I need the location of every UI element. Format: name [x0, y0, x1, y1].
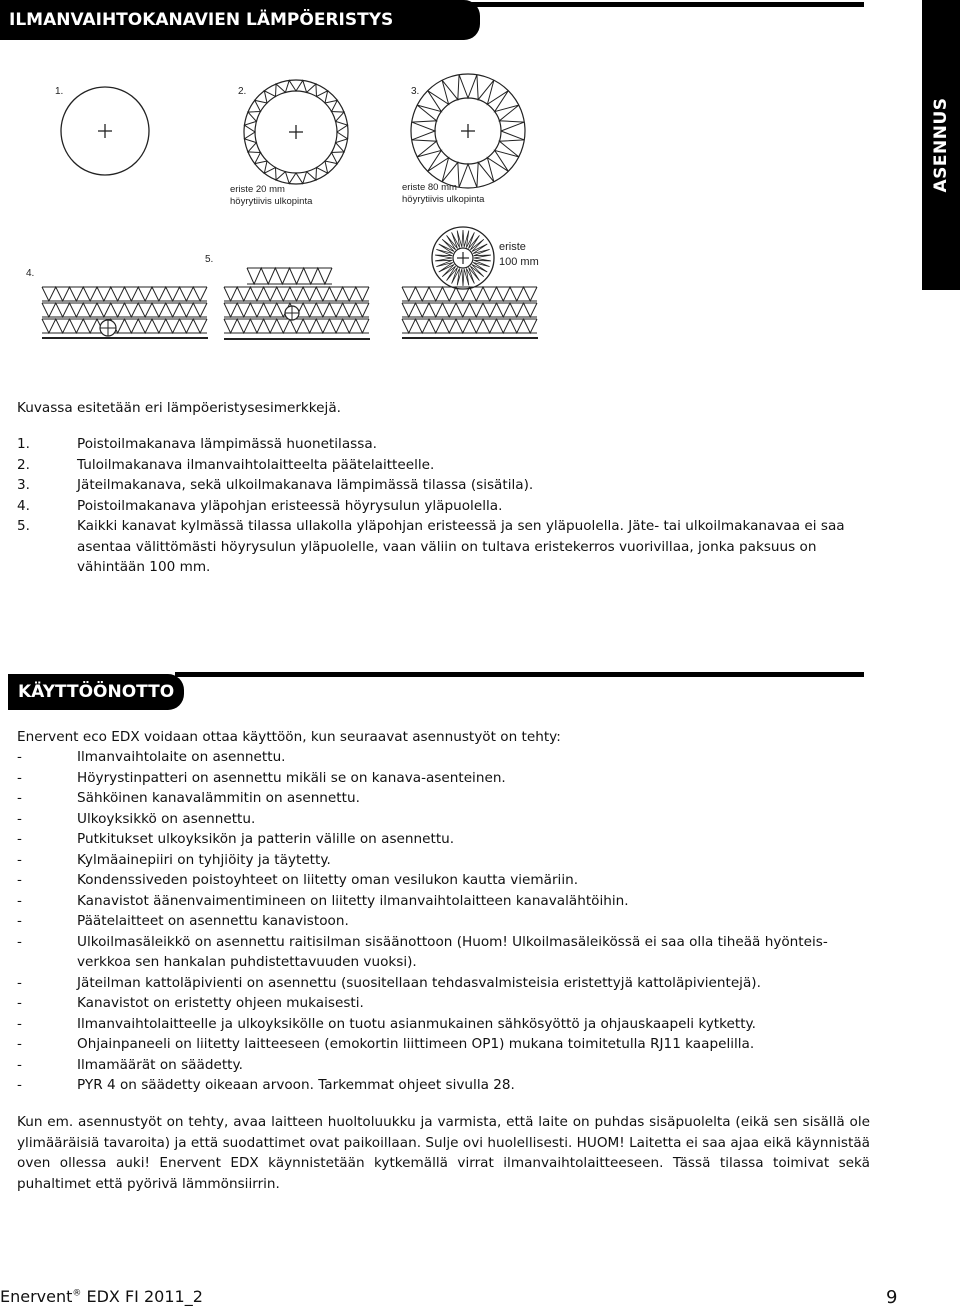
commissioning-list — [17, 747, 862, 1096]
section-title-bar — [0, 0, 480, 40]
caption-pipe: eriste 100 mm — [499, 241, 539, 268]
insulation-intro: Kuvassa esitetään eri lämpöeristysesimerkkejä. — [17, 400, 341, 416]
attic-insulation-diagram-4 — [40, 286, 210, 346]
list-item: - Kanavistot äänenvaimentimineen on liitetty ilmanvaihtolaitteen kanavalähtöihin. — [17, 892, 629, 909]
list-item: - Putkitukset ulkoyksikön ja patterin välille on asennettu. — [17, 831, 455, 847]
header-rule — [175, 672, 864, 677]
figure-label-2: 2. — [238, 86, 247, 97]
footer-doc — [0, 1287, 203, 1306]
section-title-bar — [8, 674, 184, 710]
figure-label-1: 1. — [55, 86, 64, 97]
list-item: 2. Tuloilmakanava ilmanvaihtolaitteelta päätelaitteelle. — [17, 456, 435, 473]
insulated-pipe-diagram — [430, 225, 500, 295]
duct-diagram-3 — [409, 72, 529, 192]
list-item: - Höyrystinpatteri on asennettu mikäli se on kanava-asenteinen. — [17, 769, 506, 786]
list-item: - Ulkoyksikkö on asennettu. — [17, 810, 256, 827]
caption-2: eriste 20 mm höyrytiivis ulkopinta — [230, 184, 313, 207]
list-item: - Kylmäainepiiri on tyhjiöity ja täytetty. — [17, 851, 331, 868]
figure-label-3: 3. — [411, 86, 420, 97]
list-item: 5. Kaikki kanavat kylmässä tilassa ullakolla yläpohjan eristeessä ja sen yläpuolella. Jäte- tai ulkoilmakanavaa ei saa asentaa välittömästi höyrysulun yläpuolelle, vaan väliin on tultava eristekerros vuorivillaa, jonka paksuus on vähintään 100 mm. — [17, 518, 845, 575]
section-title: ILMANVAIHTOKANAVIEN LÄMPÖERISTYS — [9, 10, 394, 30]
list-item: 3. Jäteilmakanava, sekä ulkoilmakanava lämpimässä tilassa (sisätila). — [17, 477, 534, 493]
registered-mark: ® — [72, 1288, 82, 1299]
section-title: KÄYTTÖÖNOTTO — [18, 682, 175, 702]
caption-3: eriste 80 mm höyrytiivis ulkopinta — [402, 182, 485, 205]
footer-brand: Enervent — [0, 1287, 73, 1306]
duct-diagram-1 — [55, 80, 155, 180]
list-item: - Kanavistot on eristetty ohjeen mukaisesti. — [17, 995, 364, 1011]
figure-label-5: 5. — [205, 254, 214, 265]
insulation-list — [17, 434, 877, 578]
list-item: - PYR 4 on säädetty oikeaan arvoon. Tarkemmat ohjeet sivulla 28. — [17, 1077, 515, 1093]
attic-insulation-diagram-6 — [400, 286, 540, 346]
list-item: - Ilmamäärät on säädetty. — [17, 1056, 243, 1073]
list-item: - Sähköinen kanavalämmitin on asennettu. — [17, 790, 360, 806]
list-item: 1. Poistoilmakanava lämpimässä huonetilassa. — [17, 436, 377, 452]
attic-insulation-diagram-5 — [222, 266, 372, 351]
list-item: - Ulkoilmasäleikkö on asennettu raitisilman sisäänottoon (Huom! Ulkoilmasäleikössä ei saa olla tiheää hyönteis-verkkoa sen hankalan puhdistettavuuden vuoksi). — [17, 933, 828, 970]
list-item: - Kondenssiveden poistoyhteet on liitetty oman vesilukon kautta viemäriin. — [17, 872, 579, 888]
duct-diagram-2 — [241, 77, 351, 187]
commissioning-closing: Kun em. asennustyöt on tehty, avaa laitteen huoltoluukku ja varmista, että laite on puhdas sisäpuolelta (eikä sen sisällä ole ylimääräisiä tavaroita) ja että suodattimet ovat paikoillaan. Sulje ovi huolellisesti. HUOM! Laitetta ei saa ajaa eikä käynnistää oven ollessa auki! Enervent EDX käynnistetään kytkemällä virrat ilmanvaihtolaitteeseen. Tässä tilassa toimivat sekä puhaltimet että pyörivä lämmönsiirrin. — [17, 1114, 870, 1192]
list-item: - Ilmanvaihtolaite on asennettu. — [17, 749, 286, 765]
list-item: 4. Poistoilmakanava yläpohjan eristeessä höyrysulun yläpuolella. — [17, 497, 503, 514]
side-tab — [922, 0, 960, 290]
footer-doc-id: EDX FI 2011_2 — [81, 1287, 203, 1306]
list-item: - Päätelaitteet on asennettu kanavistoon. — [17, 913, 349, 929]
commissioning-intro: Enervent eco EDX voidaan ottaa käyttöön, kun seuraavat asennustyöt on tehty: — [17, 729, 561, 745]
page-number: 9 — [886, 1287, 898, 1308]
header-rule — [470, 2, 864, 7]
figure-label-4: 4. — [26, 268, 35, 279]
list-item: - Ilmanvaihtolaitteelle ja ulkoyksikölle on tuotu asianmukainen sähkösyöttö ja ohjauskaapeli kytketty. — [17, 1015, 756, 1032]
list-item: - Ohjainpaneeli on liitetty laitteeseen (emokortin liittimeen OP1) mukana toimitetulla RJ11 kaapelilla. — [17, 1036, 755, 1052]
side-tab-label: ASENNUS — [931, 97, 951, 193]
list-item: - Jäteilman kattoläpivienti on asennettu (suositellaan tehdasvalmisteisia eristettyjä kattoläpivientejä). — [17, 974, 761, 991]
